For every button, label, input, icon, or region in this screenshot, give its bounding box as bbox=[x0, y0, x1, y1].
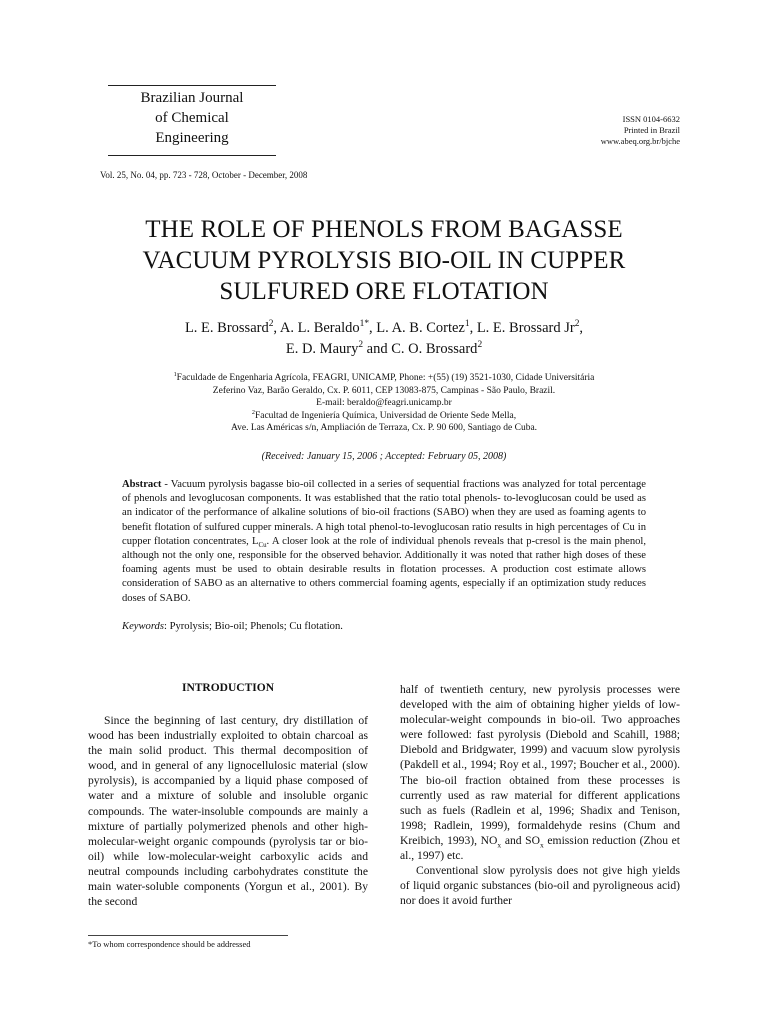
author-name: E. D. Maury bbox=[285, 341, 359, 357]
body-text: emission reduction (Zhou et al., 1997) etc. bbox=[400, 833, 681, 863]
author-name: L. E. Brossard bbox=[184, 320, 269, 336]
author-affil-sup: 1* bbox=[359, 319, 370, 330]
footnote: *To whom correspondence should be addressed bbox=[88, 939, 251, 949]
journal-name-line3: Engineering bbox=[155, 130, 229, 146]
affiliation-1-line2: Zeferino Vaz, Barão Geraldo, Cx. P. 6011, CEP 13083-875, Campinas - São Paulo, Brazil. bbox=[212, 385, 556, 396]
section-heading-introduction: INTRODUCTION bbox=[181, 682, 274, 694]
author-affil-sup: 2 bbox=[574, 319, 580, 330]
intro-right-column bbox=[400, 682, 680, 908]
issn: ISSN 0104-6632 bbox=[622, 114, 680, 124]
subscript-x: x bbox=[497, 840, 502, 850]
authors-line2 bbox=[100, 339, 668, 360]
affil-sup: 1 bbox=[173, 371, 177, 378]
authors bbox=[100, 318, 668, 360]
keywords-list: : Pyrolysis; Bio-oil; Phenols; Cu flotation. bbox=[163, 621, 343, 632]
affil-text: Facultad de Ingeniería Química, Universidad de Oriente Sede Mella, bbox=[254, 410, 517, 421]
intro-left-column: Since the beginning of last century, dry distillation of wood has been industrially exploited to obtain charcoal as the main solid product. This thermal decomposition of wood, and in general of any lignocellulosic material (slow pyrolysis), is accompanied by a liquid phase composed of water and a mixture of soluble and insoluble organic compounds. The water-insoluble compounds are mainly a mixture of partially polymerized phenols and other high-molecular-weight organic compounds (pyrolysis tar or bio-oil) while low-molecular-weight carboxylic acids and neutral compounds including carbohydrates constitute the main water-soluble components (Yorgun et al., 2001). By the second bbox=[88, 714, 368, 909]
journal-bottom-rule bbox=[108, 155, 276, 156]
author-name: L. E. Brossard Jr bbox=[476, 320, 575, 336]
journal-name-line2: of Chemical bbox=[155, 110, 229, 126]
keywords-label: Keywords bbox=[122, 621, 164, 632]
author-affil-sup: 2 bbox=[358, 340, 364, 351]
journal-meta bbox=[560, 114, 680, 147]
title-line3: SULFURED ORE FLOTATION bbox=[219, 278, 549, 305]
author-affil-sup: 2 bbox=[477, 340, 483, 351]
keywords bbox=[122, 620, 646, 634]
affiliations bbox=[100, 372, 668, 435]
journal-top-rule bbox=[108, 85, 276, 86]
intro-right-paragraph-1 bbox=[400, 682, 680, 863]
affiliation-1-email[interactable]: E-mail: beraldo@feagri.unicamp.br bbox=[316, 398, 452, 409]
printed-in: Printed in Brazil bbox=[623, 125, 680, 135]
abstract-text-b: . A closer look at the role of individual phenols reveals that p-cresol is the main phenol, although not the only one, responsible for the observed behavior. Additionally it was noted that rather high doses of these foaming agents must be used to obtain desirable results in flotation processes. A production cost estimate allows consideration of SABO as an alternative to others commercial foaming agents, especially if an optimization study reduces doses of SABO. bbox=[122, 535, 647, 604]
author-sep: , bbox=[469, 320, 477, 336]
affil-sup: 2 bbox=[251, 409, 255, 416]
author-sep: , bbox=[369, 320, 377, 336]
subscript-x: x bbox=[540, 840, 544, 850]
author-name: A. L. Beraldo bbox=[279, 320, 360, 336]
abstract-sub-cu: Cu bbox=[258, 541, 267, 549]
author-affil-sup: 1 bbox=[464, 319, 470, 330]
received-dates: (Received: January 15, 2006 ; Accepted: February 05, 2008) bbox=[261, 451, 507, 462]
body-text: and SO bbox=[501, 833, 541, 847]
abstract bbox=[122, 478, 646, 606]
author-name: C. O. Brossard bbox=[391, 341, 478, 357]
affiliation-2-line1 bbox=[100, 410, 668, 423]
journal-website[interactable]: www.abeq.org.br/bjche bbox=[600, 136, 680, 146]
intro-right-paragraph-2: Conventional slow pyrolysis does not give high yields of liquid organic substances (bio-oil and pyroligneous acid) nor does it avoid further bbox=[400, 864, 680, 908]
paper-title bbox=[100, 214, 668, 307]
body-text: half of twentieth century, new pyrolysis processes were developed with the aim of obtaining higher yields of low-molecular-weight compounds in bio-oil. Two approaches were followed: fast pyrolysis (Diebold and Scahill, 1988; Diebold and Bridgwater, 1999) and vacuum slow pyrolysis (Pakdell et al., 1994; Roy et al., 1997; Boucher et al., 2000). The bio-oil fraction obtained from these processes is currently used as raw material for different applications such as fuels (Radlein et al, 1996; Shadix and Tenison, 1998; Radlein, 1999), formaldehyde resins (Chum and Kreibich, 1993), NO bbox=[400, 683, 680, 847]
author-affil-sup: 2 bbox=[268, 319, 274, 330]
abstract-label: Abstract bbox=[122, 479, 162, 490]
journal-name-line1: Brazilian Journal bbox=[140, 90, 244, 106]
footnote-rule bbox=[88, 935, 288, 936]
journal-name bbox=[108, 88, 276, 148]
affiliation-1-line1 bbox=[100, 372, 668, 385]
abstract-text-a: - Vacuum pyrolysis bagasse bio-oil collected in a series of sequential fractions was analyzed for total percentage of phenols and levoglucosan components. It was established that the ratio total phenols- to-levoglucosan could be used as an indicator of the performance of alkaline solutions of bio-oil fractions (SABO) when they are used as foaming agents to benefit flotation of sulfured cupper minerals. A high total phenol-to-levoglucosan ratio results in high percentages of Cu in cupper flotation concentrates, L bbox=[122, 479, 646, 547]
title-line1: THE ROLE OF PHENOLS FROM BAGASSE bbox=[145, 216, 623, 243]
volume-info: Vol. 25, No. 04, pp. 723 - 728, October - December, 2008 bbox=[100, 170, 308, 180]
author-sep: , bbox=[579, 320, 584, 336]
author-name: L. A. B. Cortez bbox=[376, 320, 465, 336]
authors-line1 bbox=[100, 318, 668, 339]
author-sep: , bbox=[273, 320, 280, 336]
affiliation-2-line2: Ave. Las Américas s/n, Ampliación de Terraza, Cx. P. 90 600, Santiago de Cuba. bbox=[230, 423, 538, 434]
author-and: and bbox=[363, 341, 392, 357]
title-line2: VACUUM PYROLYSIS BIO-OIL IN CUPPER bbox=[142, 247, 626, 274]
affil-text: Faculdade de Engenharia Agrícola, FEAGRI, UNICAMP, Phone: +(55) (19) 3521-1030, Cidade Universitária bbox=[176, 373, 595, 383]
